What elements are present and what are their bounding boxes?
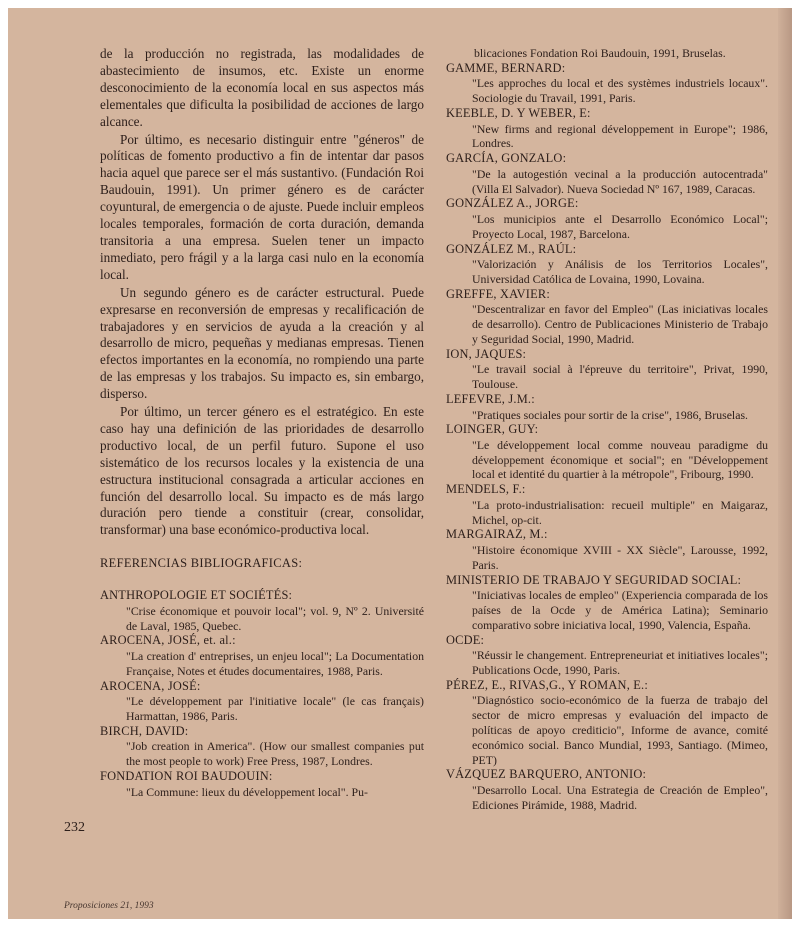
reference-author: PÉREZ, E., RIVAS,G., Y ROMAN, E.:: [446, 677, 648, 692]
reference-item: [446, 678, 768, 768]
reference-item: [446, 392, 768, 422]
reference-author: BIRCH, DAVID:: [100, 723, 189, 738]
reference-item: [446, 422, 768, 482]
page-footer: Proposiciones 21, 1993: [64, 901, 154, 911]
reference-entry: "Descentralizar en favor del Empleo" (Las iniciativas locales de desarrollo). Centro de Publicaciones Ministerio de Trabajo y Seguridad Social, 1990, Madrid.: [472, 302, 768, 346]
reference-item: [100, 633, 424, 678]
reference-author: FONDATION ROI BAUDOUIN:: [100, 769, 273, 784]
reference-entry: "Les approches du local et des systèmes industriels locaux". Sociologie du Travail, 1991, Paris.: [472, 76, 768, 106]
reference-item: [446, 573, 768, 633]
reference-author: GONZÁLEZ A., JORGE:: [446, 196, 579, 211]
reference-author: LOINGER, GUY:: [446, 422, 539, 437]
reference-author: GONZÁLEZ M., RAÚL:: [446, 241, 577, 256]
document-page: [8, 8, 792, 919]
right-column: [446, 46, 768, 813]
body-paragraph-2: Por último, es necesario distinguir entre "géneros" de políticas de fomento productivo a fin de intentar dar pasos hacia aquel que parece ser el más sustantivo. (Fundación Roi Baudouin, 1991). Un primer género es de carácter coyuntural, de emergencia o de ajuste. Puede incluir empleos locales temporales, formación de corta duración, demanda transitoria a una empresa. Suelen tener un impacto inmediato, pero frágil y a la larga casi nulo en la economía local.: [100, 131, 424, 282]
reference-item: [446, 151, 768, 196]
reference-entry: "Valorización y Análisis de los Territorios Locales", Universidad Católica de Lovaina, 1990, Lovaina.: [472, 257, 768, 286]
reference-author: GREFFE, XAVIER:: [446, 286, 550, 301]
reference-item: [446, 61, 768, 106]
reference-item: [100, 588, 424, 633]
page-number: 232: [64, 820, 85, 835]
reference-item: [446, 287, 768, 347]
reference-entry: "Réussir le changement. Entrepreneuriat et initiatives locales"; Publications Ocde, 1990, Paris.: [472, 648, 768, 678]
reference-item: [100, 724, 424, 769]
reference-entry: "Le travail social à l'épreuve du territoire", Privat, 1990, Toulouse.: [472, 362, 768, 392]
reference-entry: "La Commune: lieux du développement local". Pu-: [126, 784, 368, 799]
reference-entry: "Los municipios ante el Desarrollo Económico Local"; Proyecto Local, 1987, Barcelona.: [472, 211, 768, 241]
reference-author: LEFEVRE, J.M.:: [446, 391, 535, 406]
left-column: [100, 46, 424, 799]
reference-entry: "Le développement par l'initiative locale" (le cas français) Harmattan, 1986, Paris.: [126, 694, 424, 724]
reference-item: [446, 347, 768, 392]
reference-entry: "Iniciativas locales de empleo" (Experiencia comparada de los países de la Ocde y de América Latina); Seminario comparativo sobre iniciativa local, 1990, Valencia, España.: [472, 588, 768, 632]
reference-entry: "La proto-industrialisation: recueil multiple" en Maigaraz, Michel, op-cit.: [472, 497, 768, 527]
reference-entry: "New firms and regional développement in Europe"; 1986, Londres.: [472, 121, 768, 151]
reference-entry: "Job creation in America". (How our smallest companies put the most people to work) Free Press, 1987, Londres.: [126, 739, 424, 769]
reference-item: [446, 46, 768, 61]
reference-entry: "De la autogestión vecinal a la producción autocentrada" (Villa El Salvador). Nueva Sociedad Nº 167, 1989, Caracas.: [472, 166, 768, 196]
reference-author: OCDE:: [446, 632, 485, 647]
reference-author: AROCENA, JOSÉ:: [100, 678, 201, 693]
reference-author: GARCÍA, GONZALO:: [446, 151, 567, 166]
reference-item: [446, 106, 768, 151]
reference-entry: "Desarrollo Local. Una Estrategia de Creación de Empleo", Ediciones Pirámide, 1988, Madrid.: [472, 783, 768, 812]
reference-item: [446, 633, 768, 678]
reference-author: MENDELS, F.:: [446, 482, 526, 497]
reference-item: [446, 767, 768, 812]
reference-entry: "Crise économique et pouvoir local"; vol. 9, Nº 2. Université de Laval, 1985, Quebec.: [126, 603, 424, 633]
reference-entry: "Pratiques sociales pour sortir de la crise", 1986, Bruselas.: [472, 407, 748, 422]
reference-item: [100, 679, 424, 724]
reference-item: [446, 242, 768, 287]
reference-author: VÁZQUEZ BARQUERO, ANTONIO:: [446, 767, 647, 782]
reference-item: [446, 527, 768, 572]
reference-entry: "Histoire économique XVIII - XX Siècle", Larousse, 1992, Paris.: [472, 543, 768, 572]
reference-author: ANTHROPOLOGIE ET SOCIÉTÉS:: [100, 588, 293, 603]
reference-author: AROCENA, JOSÉ, et. al.:: [100, 633, 236, 648]
reference-author: MARGAIRAZ, M.:: [446, 527, 548, 542]
reference-item: [100, 769, 424, 799]
reference-entry: "Diagnóstico socio-económico de la fuerza de trabajo del sector de micro empresas y evaluación del impacto de políticas de apoyo crediticio", Informe de avance, comité económico social. Banco Mundial, 1993, Santiago. (Mimeo, PET): [472, 693, 768, 767]
book-spine-edge: [778, 8, 792, 919]
body-paragraph-4: Por último, un tercer género es el estratégico. En este caso hay una definición de las prioridades de desarrollo productivo local, de un perfil futuro. Supone el uso sistemático de los recursos locales y la existencia de una estructura institucional consagrada a articular acciones en función del desarrollo local. Su impacto es de más largo duración pero tiende a constituir (crear, consolidar, transformar) una base económico-productiva local.: [100, 404, 424, 538]
reference-item: [446, 196, 768, 241]
body-paragraph-3: Un segundo género es de carácter estructural. Puede expresarse en reconversión de empresas y recalificación de trabajadores y en servicios de ayuda a la creación y al desarrollo de micro, pequeñas y medianas empresas. Tienen efectos importantes en la economía, no rompiendo una parte de las empresas y los trabajos. Su impacto es, sin embargo, disperso.: [100, 284, 424, 402]
reference-item: [446, 482, 768, 527]
body-paragraph-1: de la producción no registrada, las modalidades de abastecimiento de insumos, etc. Existe un enorme desconocimiento de la economía local en sus aspectos más elementales que dificulta la posibilidad de acciones de largo alcance.: [100, 46, 424, 129]
reference-entry-continued: blicaciones Fondation Roi Baudouin, 1991, Bruselas.: [474, 46, 726, 60]
reference-author: MINISTERIO DE TRABAJO Y SEGURIDAD SOCIAL:: [446, 572, 742, 587]
references-heading: REFERENCIAS BIBLIOGRAFICAS:: [100, 556, 303, 571]
reference-entry: "Le développement local comme nouveau paradigme du développement économique et social"; en "Développement local et identité du quartier à la métropole", Fribourg, 1990.: [472, 437, 768, 482]
reference-author: KEEBLE, D. Y WEBER, E:: [446, 105, 591, 120]
reference-author: ION, JAQUES:: [446, 346, 527, 361]
reference-entry: "La creation d' entreprises, un enjeu local"; La Documentation Française, Notes et études documentaires, 1988, Paris.: [126, 649, 424, 678]
reference-author: GAMME, BERNARD:: [446, 60, 566, 75]
